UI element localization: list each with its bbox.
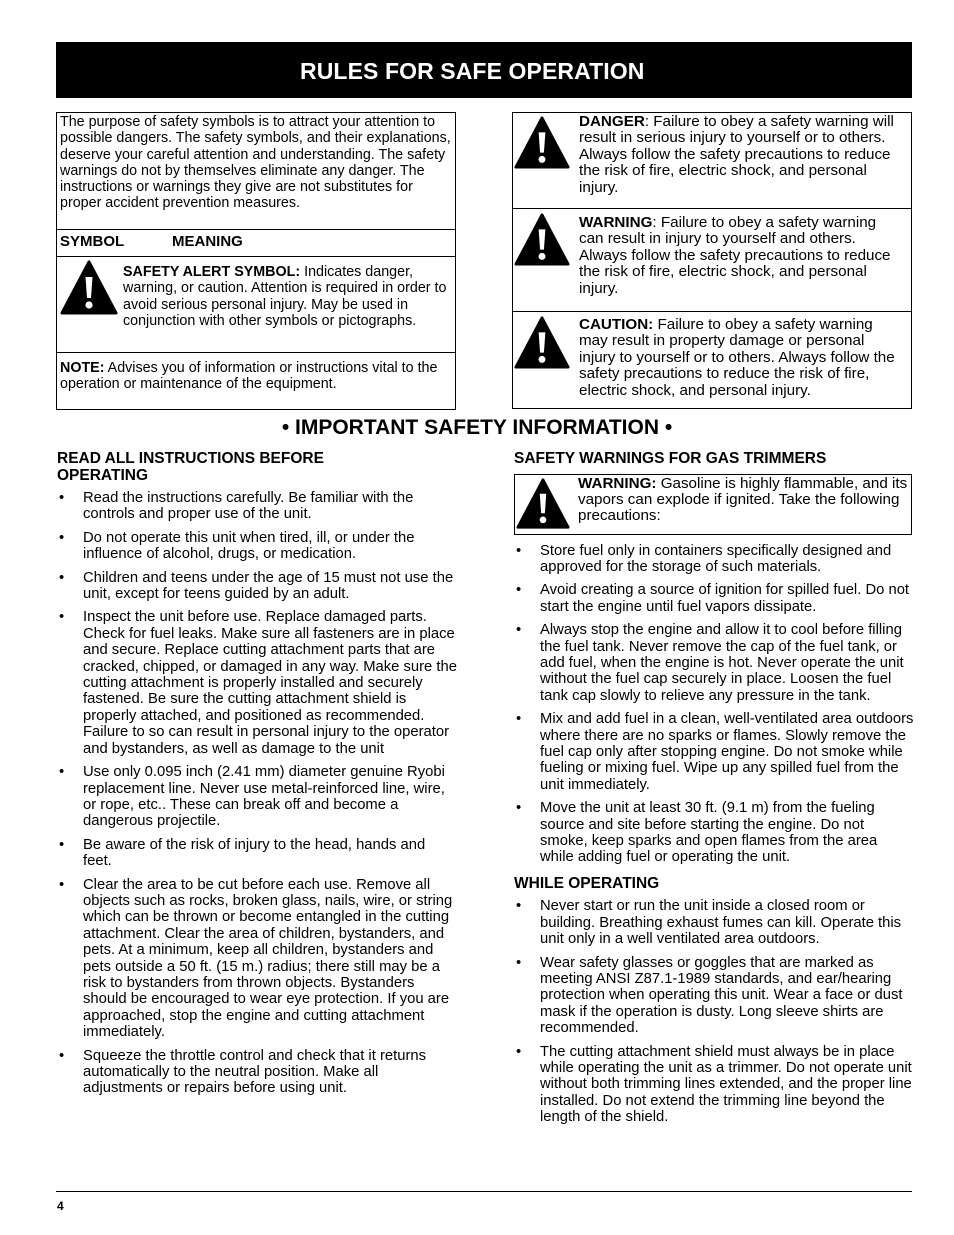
list-item: • Read the instructions carefully. Be familiar with the controls and proper use of the unit. <box>57 490 457 523</box>
signal-word-box <box>512 112 912 409</box>
safety-alert-text: Indicates danger, warning, or caution. Attention is required in order to avoid serious personal injury. May be used in conjunction with other symbols or pictographs. <box>123 264 447 329</box>
safety-alert-icon <box>60 260 118 320</box>
danger-icon <box>514 116 570 174</box>
symbols-explanation-box <box>56 112 456 410</box>
divider <box>513 208 911 209</box>
left-column <box>57 451 457 1104</box>
list-item: • Wear safety glasses or goggles that are marked as meeting ANSI Z87.1-1989 standards, and ear/hearing protection when operating this unit. Wear a face or dust mask if the operation is dusty. Long sleeve shirts are recommended. <box>514 955 914 1037</box>
warning-icon <box>514 213 570 271</box>
list-item: • Children and teens under the age of 15 must not use the unit, except for teens guided by an adult. <box>57 570 457 603</box>
meaning-column-header: MEANING <box>172 233 243 250</box>
divider <box>513 311 911 312</box>
list-item: • Squeeze the throttle control and check that it returns automatically to the neutral position. Make all adjustments or repairs before using unit. <box>57 1048 457 1097</box>
warning-label: WARNING <box>579 214 653 231</box>
caution-icon <box>514 316 570 374</box>
divider <box>57 256 455 257</box>
list-item: • Inspect the unit before use. Replace damaged parts. Check for fuel leaks. Make sure all fasteners are in place and secure. Replace cutting attachment parts that are cracked, chipped, or damaged in any way. Make sure the cutting attachment is properly installed and securely fastened. Be sure the cutting attachment shield is properly attached, and positioned as recommended. Failure to so can result in personal injury to the operator and bystanders, as well as damage to the unit <box>57 609 457 757</box>
list-item: • Do not operate this unit when tired, ill, or under the influence of alcohol, drugs, or medication. <box>57 530 457 563</box>
gasoline-warning-text: Gasoline is highly flammable, and its vapors can explode if ignited. Take the following precautions: <box>578 474 908 525</box>
symbol-column-header: SYMBOL <box>60 233 125 250</box>
safety-alert-description <box>123 264 453 329</box>
gas-list <box>514 543 914 866</box>
footer-divider <box>56 1191 912 1192</box>
while-operating-heading: WHILE OPERATING <box>514 874 660 892</box>
note-label: NOTE: <box>60 360 105 376</box>
caution-label: CAUTION: <box>579 316 654 333</box>
gasoline-warning-description <box>578 476 908 525</box>
gasoline-warning-box <box>514 474 912 535</box>
right-column <box>514 451 914 1133</box>
list-item: • Be aware of the risk of injury to the head, hands and feet. <box>57 837 457 870</box>
purpose-paragraph: The purpose of safety symbols is to attract your attention to possible dangers. The safety symbols, and their explanations, deserve your careful attention and understanding. The safety warnings do not by themselves eliminate any danger. The instructions or warnings they give are not substitutes for proper accident prevention measures. <box>60 114 451 212</box>
read-all-list <box>57 490 457 1097</box>
warning-level <box>513 210 911 312</box>
caution-description <box>579 317 904 399</box>
gasoline-warning-label: WARNING: <box>578 474 657 492</box>
list-item: • The cutting attachment shield must always be in place while operating the unit as a trimmer. Do not operate unit without both trimming lines extended, and the proper line installed. Do not extend the trimming line beyond the length of the shield. <box>514 1044 914 1126</box>
gas-trimmers-heading: SAFETY WARNINGS FOR GAS TRIMMERS <box>514 450 827 467</box>
caution-text: Failure to obey a safety warning may result in property damage or personal injury to yourself or to others. Always follow the safety precautions to reduce the risk of fire, electric shock, and personal injury. <box>579 316 895 399</box>
warning-description <box>579 215 904 297</box>
list-item: • Always stop the engine and allow it to cool before filling the fuel tank. Never remove the cap of the fuel tank, or add fuel, when the engine is hot. Never operate the unit without the fuel cap securely in place. Loosen the fuel tank cap slowly to relieve any pressure in the tank. <box>514 622 914 704</box>
list-item: • Use only 0.095 inch (2.41 mm) diameter genuine Ryobi replacement line. Never use metal-reinforced line, wire, or rope, etc.. These can break off and become a dangerous projectile. <box>57 764 457 830</box>
note-description <box>60 360 452 393</box>
safety-alert-label: SAFETY ALERT SYMBOL: <box>123 264 301 280</box>
warning-text: : Failure to obey a safety warning can result in injury to yourself and others. Always follow the safety precautions to reduce the risk of fire, electric shock, and personal injury. <box>579 214 891 297</box>
page-title: RULES FOR SAFE OPERATION <box>300 58 645 84</box>
title-banner <box>56 42 912 98</box>
list-item: • Store fuel only in containers specifically designed and approved for the storage of such materials. <box>514 543 914 576</box>
caution-level <box>513 313 911 415</box>
read-all-heading: READ ALL INSTRUCTIONS BEFORE OPERATING <box>57 450 324 484</box>
note-text: Advises you of information or instructions vital to the operation or maintenance of the equipment. <box>60 360 438 393</box>
list-item: • Move the unit at least 30 ft. (9.1 m) from the fueling source and site before starting the engine. Do not smoke, keep sparks and open flames from the area while adding fuel or operating the unit. <box>514 800 914 866</box>
important-safety-heading: • IMPORTANT SAFETY INFORMATION • <box>281 416 673 439</box>
danger-text: : Failure to obey a safety warning will result in serious injury to yourself or to others. Always follow the safety precautions to reduce the risk of fire, electric shock, and personal injury. <box>579 113 894 196</box>
list-item: • Mix and add fuel in a clean, well-ventilated area outdoors where there are no sparks or flames. Slowly remove the fuel cap only after stopping engine. Do not smoke while fueling or mixing fuel. Wipe up any spilled fuel from the unit immediately. <box>514 711 914 793</box>
divider <box>57 229 455 230</box>
divider <box>57 352 455 353</box>
warning-icon <box>516 476 570 536</box>
list-item: • Never start or run the unit inside a closed room or building. Breathing exhaust fumes can kill. Operate this unit only in a well ventilated area outdoors. <box>514 898 914 947</box>
danger-label: DANGER <box>579 113 645 130</box>
page-number: 4 <box>57 1199 64 1213</box>
while-operating-list <box>514 898 914 1125</box>
list-item: • Avoid creating a source of ignition for spilled fuel. Do not start the engine until fuel vapors dissipate. <box>514 582 914 615</box>
danger-description <box>579 114 904 196</box>
danger-level <box>513 113 911 215</box>
list-item: • Clear the area to be cut before each use. Remove all objects such as rocks, broken glass, nails, wire, or string which can be thrown or become entangled in the cutting attachment. Clear the area of children, bystanders, and pets. At a minimum, keep all children, bystanders and pets outside a 50 ft. (15 m.) radius; there still may be a risk to bystanders from thrown objects. Bystanders should be encouraged to wear eye protection. If you are approached, stop the engine and cutting attachment immediately. <box>57 877 457 1041</box>
